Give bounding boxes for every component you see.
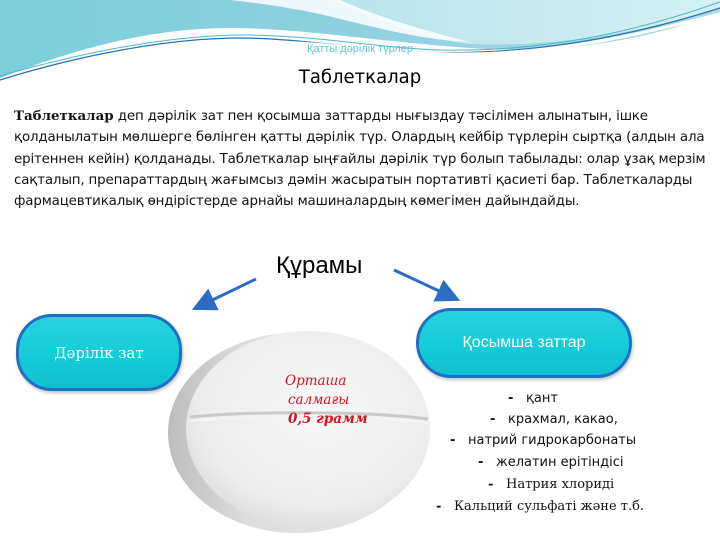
arrow-right-icon [394,270,452,297]
list-item: - желатин ерітіндісі [478,452,624,474]
tablet-weight-label [285,372,405,429]
list-item: - Натрия хлориді [488,474,614,496]
dash-bullet-icon: - [490,412,496,427]
excipients-box: Қосымша заттар [416,308,632,378]
slide-subtitle: Қатты дәрілік түрлер [306,43,414,55]
description-body: деп дәрілік зат пен қосымша заттарды нығыздау тәсілімен алынатын, ішке қолданылатын мөлшерге бөлінген қатты дәрілік түр. Олардың кейбір түрлерін сыртқа (алдын ала ерітеннен кейін) қолданады. Таблеткалар ыңғайлы дәрілік түр болып табылады: олар ұзақ мерзім сақталып, препараттардың жағымсыз дәмін жасыратын портативті қасиеті бар. Таблеткаларды фармацевтикалық өндірістерде арнайы машиналардың көмегімен дайындайды. [14,109,706,210]
dash-bullet-icon: - [478,455,484,470]
dash-bullet-icon: - [436,499,442,514]
arrow-left-icon [200,279,256,306]
composition-heading: Құрамы [276,252,363,279]
tablet-image [160,325,445,535]
dash-bullet-icon: - [508,391,514,406]
list-item: - Кальций сульфаті және т.б. [436,496,644,518]
list-item: - қант [508,388,558,410]
active-ingredient-box: Дәрілік зат [16,314,182,391]
dash-bullet-icon: - [488,477,494,492]
slide-title: Таблеткалар [298,66,422,88]
description-lead-term: Таблеткалар [14,108,114,124]
weight-value: 0,5 грамм [288,411,368,427]
weight-label-line1: Орташа [285,373,347,389]
weight-label-line2: салмағы [288,392,350,408]
description-paragraph [14,106,714,212]
list-item: - крахмал, какао, [490,409,618,431]
list-item: - натрий гидрокарбонаты [450,430,636,452]
dash-bullet-icon: - [450,433,456,448]
